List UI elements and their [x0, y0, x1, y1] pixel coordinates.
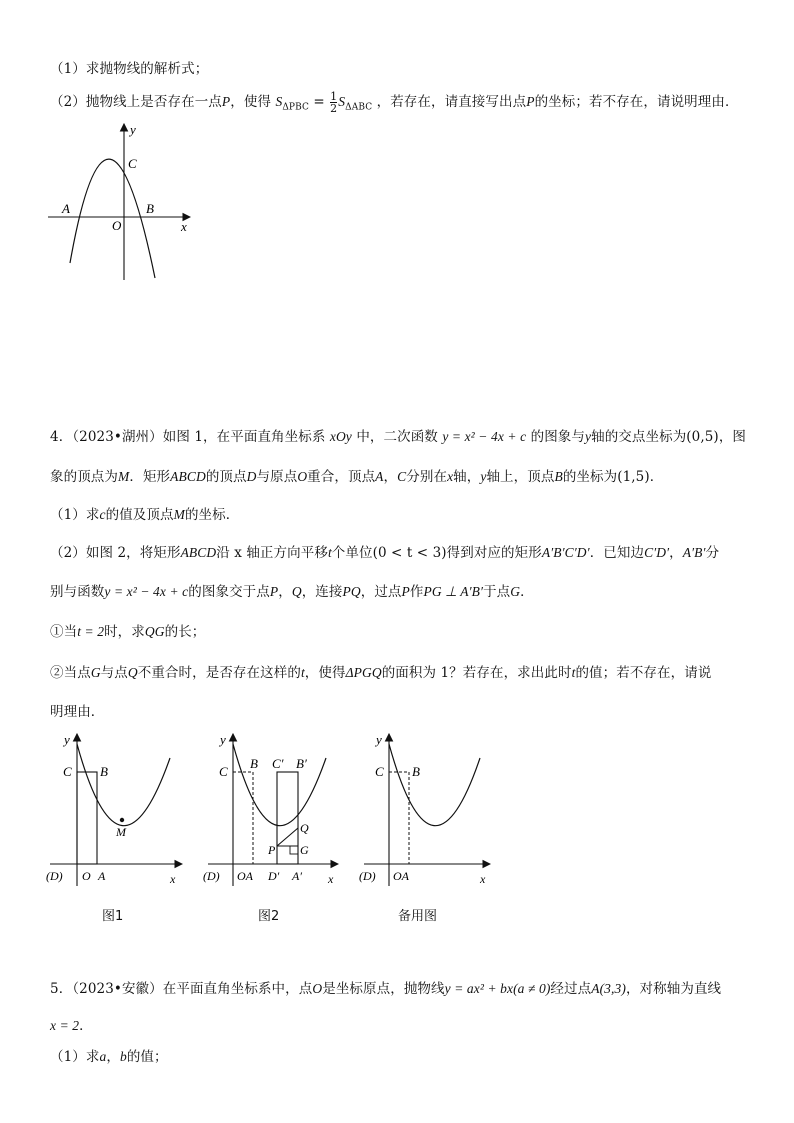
label-c: C	[63, 764, 72, 779]
label-g: G	[300, 843, 309, 857]
q4-line2: 象的顶点为M．矩形ABCD的顶点D与原点O重合，顶点A，C分别在x轴，y轴上，顶点B的坐标为(1,5)．	[50, 469, 664, 485]
caption-figure-2: 图2	[258, 909, 280, 924]
q5-line1: 5．（2023•安徽）在平面直角坐标系中，点O是坐标原点，抛物线y = ax² + bx(a ≠ 0)经过点A(3,3)，对称轴为直线	[50, 981, 722, 997]
label-o: O	[112, 218, 122, 233]
parabola-curve	[389, 744, 480, 826]
q4-figure-spare	[356, 730, 496, 890]
rectangle-abcd	[77, 772, 97, 864]
label-a: A	[62, 201, 70, 216]
label-b: B	[412, 764, 420, 779]
q4-subq2: ②当点G与点Q不重合时，是否存在这样的t，使得ΔPGQ的面积为 1？若存在，求出此时t的值；若不存在，请说	[50, 665, 712, 681]
label-y: y	[130, 122, 136, 137]
label-d: (D)	[203, 869, 220, 883]
label-d: (D)	[46, 869, 63, 883]
label-a-prime: A′	[292, 869, 302, 883]
label-b: B	[100, 764, 108, 779]
label-a: A	[98, 869, 106, 883]
q4-part2-line2: 别与函数y = x² − 4x + c的图象交于点P，Q，连接PQ，过点P作PG ⊥ A′B′于点G．	[50, 584, 534, 600]
q5-part1: （1）求a，b的值；	[50, 1049, 168, 1065]
caption-figure-1: 图1	[102, 909, 124, 924]
q4-part2-line1: （2）如图 2，将矩形ABCD沿 x 轴正方向平移t个单位(0 < t < 3)得到对应的矩形A′B′C′D′．已知边C′D′，A′B′分	[50, 545, 720, 561]
label-b: B	[250, 756, 258, 771]
vertex-m-point	[120, 818, 124, 822]
q4-subq2-cont: 明理由．	[50, 704, 105, 720]
rectangle-dashed	[389, 772, 409, 864]
label-x: x	[480, 872, 486, 886]
q3-parabola-figure	[40, 118, 200, 283]
label-x: x	[181, 219, 187, 234]
q4-subq1: ①当t = 2时，求QG的长；	[50, 624, 206, 640]
q4-part1: （1）求c的值及顶点M的坐标．	[50, 507, 240, 523]
right-angle-mark	[290, 846, 298, 854]
label-y: y	[64, 732, 70, 747]
label-oa: OA	[237, 869, 253, 883]
q3-part1: （1）求抛物线的解析式；	[50, 61, 209, 77]
label-o: O	[82, 869, 91, 883]
caption-figure-spare: 备用图	[398, 909, 438, 924]
label-c: C	[375, 764, 384, 779]
label-b-prime: B′	[296, 756, 307, 771]
label-p: P	[268, 843, 276, 857]
q5-line2: x = 2．	[50, 1018, 93, 1034]
q4-figure-1	[42, 730, 192, 890]
label-y: y	[220, 732, 226, 747]
label-oa: OA	[393, 869, 409, 883]
label-b: B	[146, 201, 154, 216]
original-rectangle-dashed	[233, 772, 253, 864]
label-x: x	[328, 872, 334, 886]
label-c-prime: C′	[272, 756, 284, 771]
label-d: (D)	[359, 869, 376, 883]
label-q: Q	[300, 821, 309, 835]
label-x: x	[170, 872, 176, 886]
label-m: M	[116, 825, 126, 839]
q4-figure-2	[200, 730, 348, 890]
label-d-prime: D′	[268, 869, 280, 883]
segment-pq	[277, 828, 298, 846]
label-y: y	[376, 732, 382, 747]
parabola-curve	[77, 744, 170, 826]
area-equation: $S_{\Delta PBC}$ = $\frac{1}{2}$ $S_{\Delta ABC}$	[275, 90, 373, 115]
q4-line1: 4．（2023•湖州）如图 1，在平面直角坐标系 xOy 中，二次函数 y = x² − 4x + c 的图象与y轴的交点坐标为(0,5)，图	[50, 429, 747, 445]
label-c: C	[128, 156, 137, 171]
label-c: C	[219, 764, 228, 779]
q3-part2: （2）抛物线上是否存在一点P，使得 $S_{\Delta PBC}$ = $\frac{1}{2}$ $S_{\Delta ABC}$ ，若存在，请直接写出点P的坐标；若不存在，请说明理由．	[50, 90, 739, 115]
